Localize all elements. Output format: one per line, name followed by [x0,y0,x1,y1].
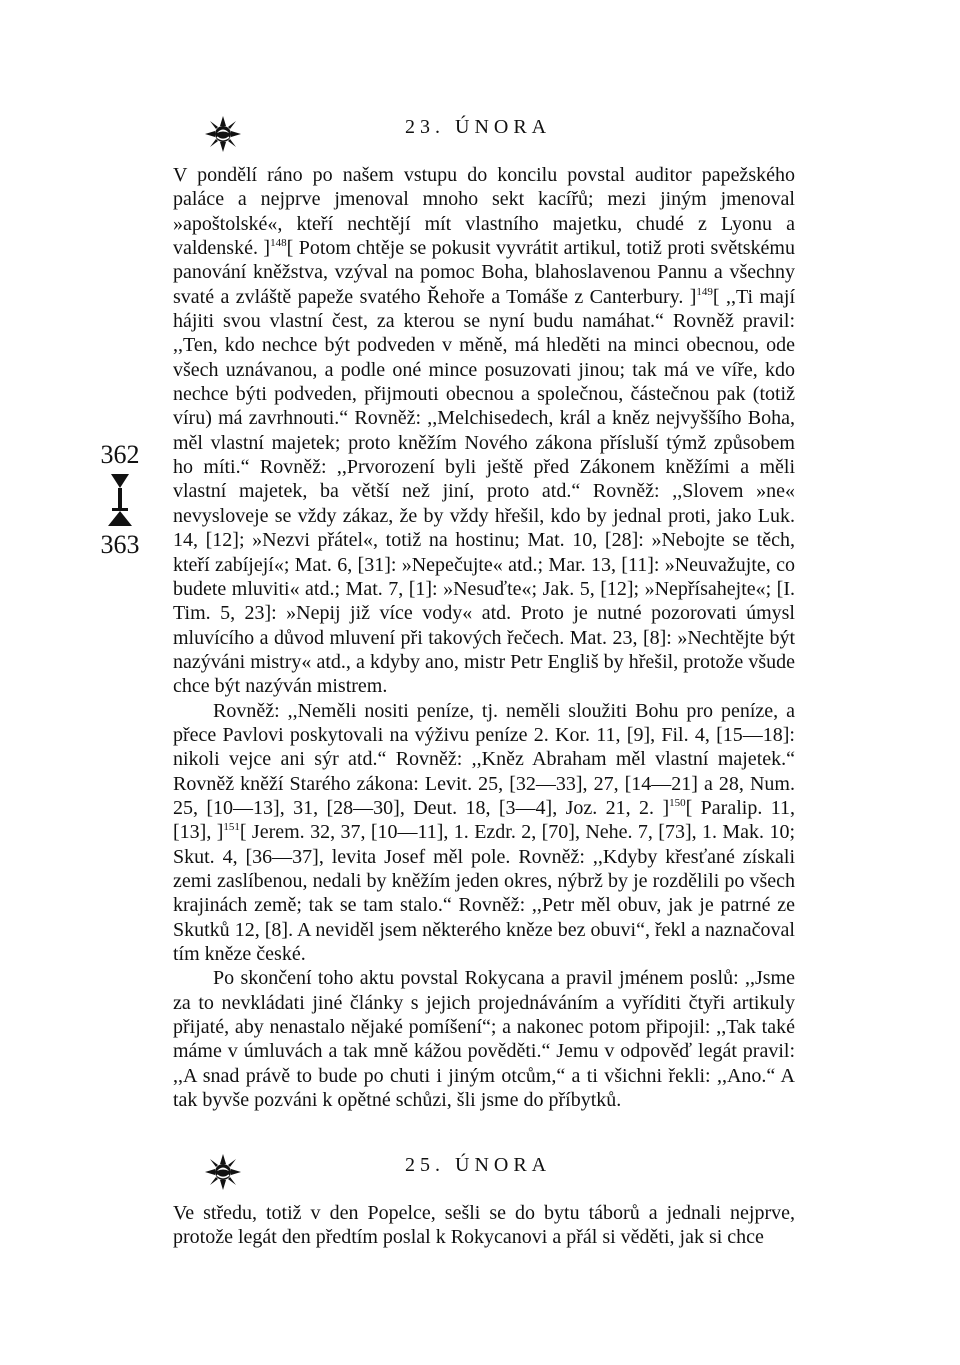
footnote-marker: 148 [270,237,287,250]
margin-page-number-top: 362 [100,440,140,469]
section-heading-text: 23. ÚNORA [405,116,552,138]
section-heading-25-unora [173,1152,795,1192]
section-heading-23-unora [173,114,795,154]
page-break-mark-icon [105,472,135,528]
sun-ornament-icon [203,1152,243,1192]
paragraph: Rovněž: ,,Neměli nositi peníze, tj. neměli sloužiti Bohu pro peníze, a přece Pavlovi poskytovali na výživu peníze 2. Kor. 11, [9], Fil. 4, [15—18]: nikoli vejce ani sýr atd.“ Rovněž: ,,Kněz Abraham měl vlastní majetek.“ Rovněž kněží Starého zákona: Levit. 25, [32—33], 27, [14—21] a 28, Num. 25, [10—13], 31, [28—30], Deut. 18, [3—4], Joz. 21, 2. ]$^{150}$[ Paralip. 11, [13], ]$^{151}$[ Jerem. 32, 37, [10—11], 1. Ezdr. 2, [70], Nehe. 7, [73], 1. Mak. 10; Skut. 4, [36—37], levita Josef měl pole. Rovněž: ,,Kdyby křesťané získali zemi zaslíbenou, nedali by kněžím jeden okres, nýbrž by je rozdělili po všech krajinách země; tak se tam stalo.“ Rovněž: ,,Petr měl obuv, jak je patrné ze Skutků 12, [8]. A neviděl jsem některého kněze bez obuvi“, řekl a naznačoval tím kněze české. [173,699,795,965]
section-heading-text: 25. ÚNORA [405,1154,552,1176]
section-body-23-unora [173,163,795,1112]
margin-page-number-bottom: 363 [100,530,140,559]
paragraph: V pondělí ráno po našem vstupu do koncilu povstal auditor papežského paláce a nejprve jmenoval mnoho sekt kacířů; mezi jiným jmenoval »apoštolské«, kteří nechtějí mít vlastního majetku, chudé z Lyonu a valdenské. ]$^{148}$[ Potom chtěje se pokusit vyvrátit artikul, totiž proti světskému panování kněžstva, vzýval na pomoc Boha, blahoslavenou Pannu a všechny svaté a zvláště papeže svatého Řehoře a Tomáše z Canterbury. ]$^{149}$[ ,,Ti mají hájiti svou vlastní čest, za kterou se nyní budu namáhat.“ Rovněž pravil: ,,Ten, kdo nechce být podveden v měně, má hleděti na minci obecnou, ode všech uznávanou, a podle oné mince posuzovati jinou; tak má ve víře, kdo nechce býti podveden, přijmouti obecnou a společnou, částečnou pak (totiž víru) má zavrhnouti.“ Rovněž: ,,Melchisedech, král a kněz nejvyššího Boha, měl vlastní majetek; proto kněžím Nového zákona přísluší týmž způsobem ho míti.“ Rovněž: ,,Prvorození byli ještě před Zákonem kněžími a měli vlastní majetek, ba větší než jiní, proto atd.“ Rovněž: ,,Slovem »ne« nevysloveje se vždy zákaz, že by vždy hřešil, kdo by jednal proti, jako Luk. 14, [12]; »Nezvi přátel«, totiž na hostinu; Mat. 10, [28]: »Nebojte se těch, kteří zabíjejí«; Mat. 6, [31]: »Nepečujte« atd.; Mar. 13, [11]: »Neuvažujte, co budete mluviti« atd.; Mat. 7, [1]: »Nesuďte«; Jak. 5, [12]; »Nepřísahejte«; [I. Tim. 5, 23]: »Nepij již více vody« atd. Proto je nutné pozorovati úmysl mluvícího a důvod mluvení při takových řečech. Mat. 23, [8]: »Nechtějte být nazýváni mistry« atd., a kdyby ano, mistr Petr Engliš by hřešil, protože všude chce být nazýván mistrem. [173,164,795,698]
footnote-marker: 150 [669,796,686,809]
footnote-marker: 149 [696,285,713,298]
paragraph: Po skončení toho aktu povstal Rokycana a pravil jménem poslů: ,,Jsme za to nevkládati jiné články s jejich projednáváním a vyříditi čtyři artikuly přijaté, aby nenastalo nějaké pomíšení“; a nakonec potom připojil: ,,Tak také máme v úmluvách a tak mně kážou pověděti.“ Jemu v odpověď legát pravil: ,,A snad právě to bude po chuti i jiným otcům,“ a ti všichni řekli: ,,Ano.“ A tak byvše pozváni k opětné schůzi, šli jsme do příbytků. [173,967,795,1112]
paragraph: Ve středu, totiž v den Popelce, sešli se do bytu táborů a jednali nejprve, protože legát den předtím poslal k Rokycanovi a přál si věděti, jak si chce [173,1202,795,1249]
footnote-marker: 151 [223,821,240,834]
sun-ornament-icon [203,114,243,154]
section-body-25-unora [173,1201,795,1250]
margin-page-reference [88,440,152,560]
